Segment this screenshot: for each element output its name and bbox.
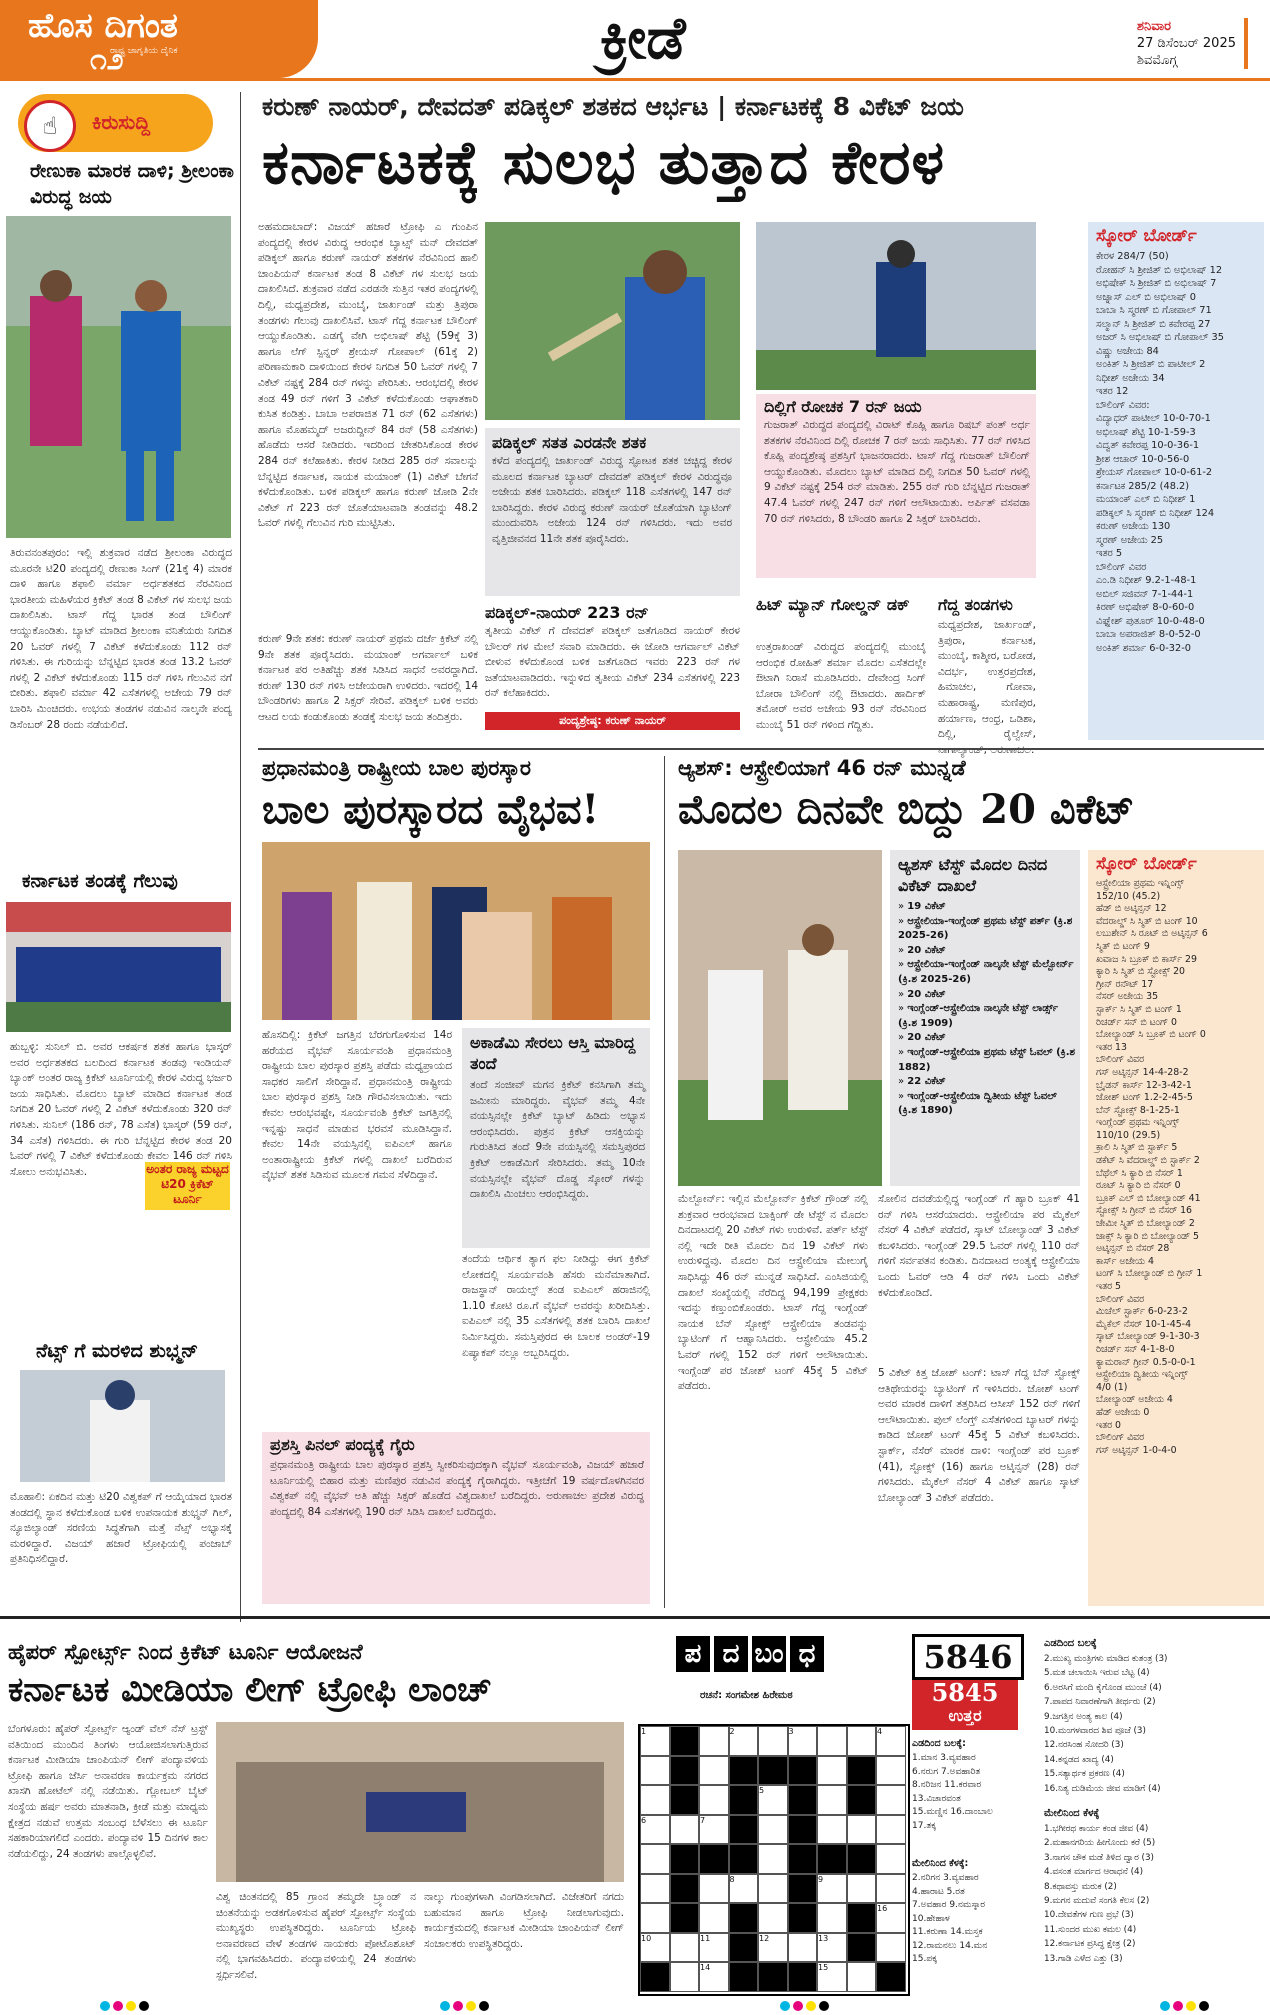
crossword-cell: [670, 1903, 700, 1933]
page-number: ೧೨: [90, 42, 124, 77]
father-body: ತಂದೆ ಸಂಜೀವ್ ಮಗನ ಕ್ರಿಕೆಟ್ ಕನಸಿಗಾಗಿ ತಮ್ಮ ಜಮೀನು ಮಾರಿದ್ದರು. ವೈಭವ್ ತಮ್ಮ 4ನೇ ವಯಸ್ಸಿನಲ್ಲೇ ಕ್ರಿಕೆಟ್ ಬ್ಯಾಟ್ ಹಿಡಿದು ಅಭ್ಯಾಸ ಆರಂಭಿಸಿದರು. ಪುತ್ರನ ಕ್ರಿಕೆಟ್ ಆಸಕ್ತಿಯನ್ನು ಗುರುತಿಸಿದ ತಂದೆ 9ನೇ ವಯಸ್ಸಿನಲ್ಲಿ ಸಮಸ್ತಿಪುರದ ಕ್ರಿಕೆಟ್ ಅಕಾಡೆಮಿಗೆ ಸೇರಿಸಿದರು. ತಮ್ಮ 10ನೇ ವಯಸ್ಸಿನಲ್ಲೇ ವೈಭವ್ ದೊಡ್ಡ ಸ್ಕೋರ್ ಗಳನ್ನು ದಾಖಲಿಸಿ ಮಿಂಚಲು ಆರಂಭಿಸಿದ್ದರು.: [470, 1079, 645, 1201]
crossword-cell: 6: [640, 1815, 670, 1845]
crossword-cell: [876, 1785, 906, 1815]
crossword-cell: [670, 1785, 700, 1815]
crossword-cell: 2: [729, 1726, 759, 1756]
crossword-cell: [758, 1903, 788, 1933]
media-body-2: ವಿಶ್ವ ಚಿಂತನದಲ್ಲಿ 85 ಗ್ರಾಂನ ತಮ್ಮದೇ ಬ್ರ್ಯಾಂಡ್ ನ ಚಿಂತನೆಯನ್ನು ಅಡಕಗೊಳಿಸುವ ಹೈಪರ್ ಸ್ಪೋರ್ಟ್ಸ್ ಸಂಸ್ಥೆಯ ಮುಖ್ಯಸ್ಥರು ಉಪಸ್ಥಿತರಿದ್ದರು. ಟೂರ್ನಿಯ ಟ್ರೋಫಿ ಅನಾವರಣದ ವೇಳೆ ತಂಡಗಳ ನಾಯಕರು ಪೋಟೊಶೂಟ್ ನಲ್ಲಿ ಭಾಗವಹಿಸಿದರು. ಪಂದ್ಯಾವಳಿಯಲ್ಲಿ 24 ತಂಡಗಳು ಸ್ಪರ್ಧಿಸಲಿವೆ.: [216, 1891, 416, 1981]
scorecard-ashes-title: ಸ್ಕೋರ್ ಬೋರ್ಡ್: [1096, 854, 1197, 874]
puzzle-title: [676, 1636, 828, 1672]
karun-ninth-century: ಕರುಣ್ 9ನೇ ಶತಕ: ಕರುಣ್ ನಾಯರ್ ಪ್ರಥಮ ದರ್ಜೆ ಕ್ರಿಕೆಟ್ ನಲ್ಲಿ 9ನೇ ಶತಕ ಪೂರೈಸಿದರು. ಮಯಾಂಕ್ ಅಗರ್ವಾಲ್ ಬಳಿಕ ಕರ್ನಾಟಕ ಪರ ಅತಿಹೆಚ್ಚು ಶತಕ ಸಿಡಿಸಿದ ಸಾಧನೆ ಅವರದ್ದಾಗಿದೆ. ಕರುಣ್ 130 ರನ್ ಗಳಿಸಿ ಅಜೇಯರಾಗಿ ಉಳಿದರು. ಇದರಲ್ಲಿ 14 ಬೌಂಡರಿಗಳು ಹಾಗೂ 2 ಸಿಕ್ಸರ್ ಸೇರಿವೆ. ಪಡಿಕ್ಕಲ್ ಬಳಿಕ ಅವರು ಆಟದ ಲಯ ಕಂಡುಕೊಂಡು ತಂಡಕ್ಕೆ ಸುಲಭ ಜಯ ತಂದಿತ್ತರು.: [258, 633, 478, 723]
delhi-headline: ದಿಲ್ಲಿಗೆ ರೋಚಕ 7 ರನ್ ಜಯ: [764, 397, 922, 416]
crossword-cell: 14: [699, 1962, 729, 1992]
print-marks: [100, 1996, 152, 2015]
delhi-body: ಗುಜರಾತ್ ವಿರುದ್ಧದ ಪಂದ್ಯದಲ್ಲಿ ವಿರಾಟ್ ಕೊಹ್ಲಿ ಹಾಗೂ ರಿಷಬ್ ಪಂತ್ ಅರ್ಧ ಶತಕಗಳ ನೆರವಿನಿಂದ ದಿಲ್ಲಿ ರೋಚಕ 7 ರನ್ ಜಯ ಸಾಧಿಸಿತು. 77 ರನ್ ಗಳಿಸಿದ ಕೊಹ್ಲಿ ಪಂದ್ಯಶ್ರೇಷ್ಠ ಪ್ರಶಸ್ತಿಗೆ ಭಾಜನರಾದರು. ಟಾಸ್ ಗೆದ್ದ ಗುಜರಾತ್ ಬೌಲಿಂಗ್ ಆಯ್ದುಕೊಂಡಿತು. ಮೊದಲು ಬ್ಯಾಟ್ ಮಾಡಿದ ದಿಲ್ಲಿ ನಿಗದಿತ 50 ಓವರ್ ಗಳಲ್ಲಿ 9 ವಿಕೆಟ್ ನಷ್ಟಕ್ಕೆ 254 ರನ್ ಮಾಡಿತು. 255 ರನ್ ಗುರಿ ಬೆನ್ನಟ್ಟಿದ ಗುಜರಾತ್ 47.4 ಓವರ್ ಗಳಲ್ಲಿ 247 ರನ್ ಗಳಿಗೆ ಆಲೌಟಾಯಿತು. ಅರ್ಪಿತ್ ವಸವಡಾ 70 ರನ್ ಗಳಿಸಿದರು, 8 ಬೌಂಡರಿ ಹಾಗೂ 2 ಸಿಕ್ಸರ್ ಬಾರಿಸಿದರು.: [764, 419, 1030, 525]
award-body-2: ತಂದೆಯ ಆರ್ಥಿಕ ತ್ಯಾಗ ಫಲ ನೀಡಿದ್ದು ಈಗ ಕ್ರಿಕೆಟ್ ಲೋಕದಲ್ಲಿ ಸೂರ್ಯವಂಶಿ ಹೆಸರು ಮನೆಮಾತಾಗಿದೆ. ರಾಜಸ್ಥಾನ್ ರಾಯಲ್ಸ್ ತಂಡ ಐಪಿಎಲ್ ಹರಾಜಿನಲ್ಲಿ 1.10 ಕೋಟಿ ರೂ.ಗೆ ವೈಭವ್ ಅವರನ್ನು ಖರೀದಿಸಿತ್ತು. ಐಪಿಎಲ್ ನಲ್ಲಿ 35 ಎಸೆತಗಳಲ್ಲಿ ಶತಕ ಬಾರಿಸಿ ದಾಖಲೆ ನಿರ್ಮಿಸಿದ್ದರು. ಸಮಸ್ತಿಪುರದ ಈ ಬಾಲಕ ಅಂಡರ್-19 ಏಷ್ಯಾಕಪ್ ನಲ್ಲೂ ಅಬ್ಬರಿಸಿದ್ದರು.: [462, 1253, 650, 1359]
ashes-kicker: ಆ್ಯಶಸ್: ಆಸ್ಟ್ರೇಲಿಯಾಗೆ 46 ರನ್ ಮುನ್ನಡೆ: [678, 756, 966, 780]
ashes-body-3: 5 ವಿಕೆಟ್ ಕಿತ್ತ ಜೋಶ್ ಟಂಗ್: ಟಾಸ್ ಗೆದ್ದ ಬೆನ್ ಸ್ಟೋಕ್ಸ್ ಆತಿಥೇಯರನ್ನು ಬ್ಯಾಟಿಂಗ್ ಗೆ ಇಳಿಸಿದರು. ಜೋಶ್ ಟಂಗ್ ಅವರ ಮಾರಕ ದಾಳಿಗೆ ತತ್ತರಿಸಿದ ಆಸೀಸ್ 152 ರನ್ ಗಳಿಗೆ ಆಲೌಟಾಯಿತು. ಪುಲ್ ಲೆಂಗ್ತ್ ಎಸೆತಗಳಿಂದ ಬ್ಯಾಟರ್ ಗಳನ್ನು ಕಾಡಿದ ಜೋಶ್ ಟಂಗ್ 45ಕ್ಕೆ 5 ವಿಕೆಟ್ ಕಬಳಿಸಿದರು. ಸ್ಟಾರ್ಕ್, ನೆಸೆರ್ ಮಾರಕ ದಾಳಿ: ಇಂಗ್ಲೆಂಡ್ ಪರ ಬ್ರೂಕ್ (41), ಸ್ಟೋಕ್ಸ್ (16) ಹಾಗೂ ಅಟ್ಕಿನ್ಸನ್ (28) ರನ್ ಗಳಿಸಿದರು. ಮೈಕೆಲ್ ನೆಸರ್ 4 ವಿಕೆಟ್ ಹಾಗೂ ಸ್ಕಾಟ್ ಬೋಲ್ಯಾಂಡ್ 3 ವಿಕೆಟ್ ಪಡೆದರು.: [878, 1367, 1080, 1504]
crossword-cell: [729, 1815, 759, 1845]
crossword-cell: [670, 1962, 700, 1992]
crossword-cell: [847, 1962, 877, 1992]
crossword-cell: [788, 1933, 818, 1963]
crossword-cell: 3: [788, 1726, 818, 1756]
newspaper-logo: ಹೊಸ ದಿಗಂತ: [28, 6, 178, 46]
team-photo-art: [6, 902, 231, 1032]
clues-across-title: ಎಡದಿಂದ ಬಲಕ್ಕೆ: [1044, 1638, 1097, 1649]
crossword-cell: [847, 1844, 877, 1874]
crossword-cell: [670, 1844, 700, 1874]
prize-headline: ಪ್ರಶಸ್ತಿ ಪಿನಲ್ ಪಂದ್ಯಕ್ಕೆ ಗೈರು: [270, 1435, 415, 1454]
father-headline: ಅಕಾಡೆಮಿ ಸೇರಲು ಆಸ್ತಿ ಮಾರಿದ್ದ ತಂದೆ: [470, 1033, 636, 1073]
crossword-cell: [847, 1756, 877, 1786]
lead-kicker: ಕರುಣ್ ನಾಯರ್, ದೇವದತ್ ಪಡಿಕ್ಕಲ್ ಶತಕದ ಆರ್ಭಟ | ಕರ್ನಾಟಕಕ್ಕೆ 8 ವಿಕೆಟ್ ಜಯ: [262, 92, 964, 121]
puzzle-letter: ಪ: [676, 1636, 710, 1672]
crossword-cell: [699, 1874, 729, 1904]
crossword-cell: 1: [640, 1726, 670, 1756]
crossword-cell: [729, 1933, 759, 1963]
answer-label: ಉತ್ತರ: [948, 1706, 982, 1725]
crossword-cell: [847, 1903, 877, 1933]
photo-caption: ಪಂದ್ಯಶ್ರೇಷ್ಠ: ಕರುಣ್ ನಾಯರ್: [485, 712, 740, 730]
crossword-cell: [640, 1785, 670, 1815]
crossword-cell: [729, 1962, 759, 1992]
padikkal-headline: ಪಡಿಕ್ಕಲ್ ಸತತ ಎರಡನೇ ಶತಕ: [492, 433, 647, 452]
scorecard-title: ಸ್ಕೋರ್ ಬೋರ್ಡ್: [1096, 226, 1197, 246]
karnataka-win-headline: ಕರ್ನಾಟಕ ತಂಡಕ್ಕೆ ಗೆಲುವು: [22, 870, 178, 892]
crossword-cell: [817, 1785, 847, 1815]
media-photo: [216, 1722, 624, 1882]
lead-body: ಅಹಮದಾಬಾದ್: ವಿಜಯ್ ಹಜಾರೆ ಟ್ರೋಫಿ ಎ ಗುಂಪಿನ ಪಂದ್ಯದಲ್ಲಿ ಕೇರಳ ವಿರುದ್ಧ ಆರಂಭಿಕ ಬ್ಯಾಟ್ಸ್ ಮನ್ ದೇವದತ್ ಪಡಿಕ್ಕಲ್ ಹಾಗೂ ಕರುಣ್ ನಾಯರ್ ಶತಕಗಳ ನೆರವಿನಿಂದ ಹಾಲಿ ಚಾಂಪಿಯನ್ ಕರ್ನಾಟಕ ತಂಡ 8 ವಿಕೆಟ್ ಗಳ ಸುಲಭ ಜಯ ದಾಖಲಿಸಿದೆ. ಶುಕ್ರವಾರ ನಡೆದ ಎರಡನೇ ಸುತ್ತಿನ ಇತರ ಪಂದ್ಯಗಳಲ್ಲಿ ದಿಲ್ಲಿ, ಮಧ್ಯಪ್ರದೇಶ, ಮುಂಬೈ, ಜಾರ್ಖಂಡ್ ಮತ್ತು ತ್ರಿಪುರಾ ತಂಡಗಳು ಗೆಲುವು ದಾಖಲಿಸಿವೆ. ಟಾಸ್ ಗೆದ್ದ ಕರ್ನಾಟಕ ಬೌಲಿಂಗ್ ಆಯ್ದುಕೊಂಡಿತು. ಎಡಗೈ ವೇಗಿ ಅಭಿಲಾಷ್ ಶೆಟ್ಟಿ (59ಕ್ಕೆ 3) ಹಾಗೂ ಲೆಗ್ ಸ್ಪಿನ್ನರ್ ಶ್ರೇಯಸ್ ಗೋಪಾಲ್ (61ಕ್ಕೆ 2) ಪರಿಣಾಮಕಾರಿ ದಾಳಿಯಿಂದ ಕೇರಳ ನಿಗದಿತ 50 ಓವರ್ ಗಳಲ್ಲಿ 7 ವಿಕೆಟ್ ನಷ್ಟಕ್ಕೆ 284 ರನ್ ಗಳನ್ನು ಪೇರಿಸಿತು. ಆರಂಭದಲ್ಲಿ ಕೇರಳ ತಂಡ 49 ರನ್ ಗಳಿಗೆ 3 ವಿಕೆಟ್ ಕಳೆದುಕೊಂಡು ಆಘಾತಕಾರಿ ಕುಸಿತ ಕಂಡಿತ್ತು. ಬಾಬಾ ಅಪರಾಜಿತ 71 ರನ್ (62 ಎಸೆತಗಳು) ಹಾಗೂ ಮೊಹಮ್ಮದ್ ಅಜರುದ್ದೀನ್ 84 ರನ್ (58 ಎಸೆತಗಳು) ಹೊಡೆದು ಆಸರೆ ನೀಡಿದರು. ಇದರಿಂದ ಚೇತರಿಸಿಕೊಂಡ ಕೇರಳ 284 ರನ್ ಕಲೆಹಾಕಿತು. ಕೇರಳ ನೀಡಿದ 285 ರನ್ ಸವಾಲನ್ನು ಬೆನ್ನಟ್ಟಿದ ಕರ್ನಾಟಕ, ನಾಯಕ ಮಯಾಂಕ್ (1) ವಿಕೆಟ್ ಬೇಗನೆ ಕಳೆದುಕೊಂಡಿತು. ಬಳಿಕ ಪಡಿಕ್ಕಲ್ ಹಾಗೂ ಕರುಣ್ ಜೋಡಿ 2ನೇ ವಿಕೆಟ್ ಗೆ 223 ರನ್ ಜೊತೆಯಾಟವಾಡಿ ತಂಡವನ್ನು 48.2 ಓವರ್ ಗಳಲ್ಲಿ ಗೆಲುವಿನ ಗುರಿ ಮುಟ್ಟಿಸಿತು.: [258, 221, 478, 530]
crossword-cell: [817, 1903, 847, 1933]
crossword-cell: 15: [817, 1962, 847, 1992]
shubman-headline: ನೆಟ್ಸ್ ಗೆ ಮರಳಿದ ಶುಭ್ಮನ್: [36, 1340, 199, 1362]
ashes-body: ಮೆಲ್ಬೋರ್ನ್: ಇಲ್ಲಿನ ಮೆಲ್ಬೋರ್ನ್ ಕ್ರಿಕೆಟ್ ಗ್ರೌಂಡ್ ನಲ್ಲಿ ಶುಕ್ರವಾರ ಆರಂಭವಾದ ಬಾಕ್ಸಿಂಗ್ ಡೇ ಟೆಸ್ಟ್ ನ ಮೊದಲ ದಿನದಾಟದಲ್ಲಿ 20 ವಿಕೆಟ್ ಗಳು ಉರುಳಿವೆ. ಪರ್ತ್ ಟೆಸ್ಟ್ ನಲ್ಲಿ ಇದೇ ರೀತಿ ಮೊದಲ ದಿನ 19 ವಿಕೆಟ್ ಗಳು ಉರುಳಿದ್ದವು. ಮೊದಲ ದಿನ ಆಸ್ಟ್ರೇಲಿಯಾ ಮೇಲುಗೈ ಸಾಧಿಸಿದ್ದು 46 ರನ್ ಮುನ್ನಡೆ ಸಾಧಿಸಿದೆ. ಎಂಸಿಜಿಯಲ್ಲಿ ದಾಖಲೆ ಸಂಖ್ಯೆಯಲ್ಲಿ ನೆರೆದಿದ್ದ 94,199 ಪ್ರೇಕ್ಷಕರು ಇದನ್ನು ಕಣ್ತುಂಬಿಕೊಂಡರು. ಟಾಸ್ ಗೆದ್ದ ಇಂಗ್ಲೆಂಡ್ ನಾಯಕ ಬೆನ್ ಸ್ಟೋಕ್ಸ್ ಆಸ್ಟ್ರೇಲಿಯಾ ತಂಡವನ್ನು ಬ್ಯಾಟಿಂಗ್ ಗೆ ಆಹ್ವಾನಿಸಿದರು. ಆಸ್ಟ್ರೇಲಿಯಾ 45.2 ಓವರ್ ಗಳಲ್ಲಿ 152 ರನ್ ಗಳಿಗೆ ಆಲೌಟಾಯಿತು. ಇಂಗ್ಲೆಂಡ್ ಪರ ಜೋಶ್ ಟಂಗ್ 45ಕ್ಕೆ 5 ವಿಕೆಟ್ ಪಡೆದರು.: [678, 1193, 868, 1393]
crossword-cell: [670, 1874, 700, 1904]
award-photo: [262, 842, 650, 1020]
crossword-cell: 10: [640, 1933, 670, 1963]
record-item: » ಆಸ್ಟ್ರೇಲಿಯಾ-ಇಂಗ್ಲೆಂಡ್ ಪ್ರಥಮ ಟೆಸ್ಟ್ ಪರ್ತ್ (ಕ್ರಿ.ಶ 2025-26): [898, 915, 1073, 942]
media-headline: ಕರ್ನಾಟಕ ಮೀಡಿಯಾ ಲೀಗ್ ಟ್ರೋಫಿ ಲಾಂಚ್: [8, 1670, 492, 1710]
lead-headline: ಕರ್ನಾಟಕಕ್ಕೆ ಸುಲಭ ತುತ್ತಾದ ಕೇರಳ: [262, 128, 946, 198]
hitman-body: ಉತ್ತರಾಖಂಡ್ ವಿರುದ್ಧದ ಪಂದ್ಯದಲ್ಲಿ ಮುಂಬೈ ಆರಂಭಿಕ ರೋಹಿತ್ ಶರ್ಮಾ ಮೊದಲ ಎಸೆತದಲ್ಲೇ ಔಟಾಗಿ ನಿರಾಸೆ ಮೂಡಿಸಿದರು. ದೇವೇಂದ್ರ ಸಿಂಗ್ ಬೋರಾ ಬೌಲಿಂಗ್ ನಲ್ಲಿ ಔಟಾದರು. ಹಾರ್ದಿಕ್ ತಮೋರ್ ಅವರ ಅಜೇಯ 93 ರನ್ ನೆರವಿನಿಂದ ಮುಂಬೈ 51 ರನ್ ಗಳಿಂದ ಗೆದ್ದಿತು.: [756, 641, 926, 731]
team-photo: [6, 902, 231, 1032]
crossword-cell: [699, 1726, 729, 1756]
record-item: » 20 ವಿಕೆಟ್: [898, 1032, 946, 1044]
print-marks: [1160, 1996, 1212, 2015]
crossword-cell: [817, 1844, 847, 1874]
crossword-cell: [788, 1756, 818, 1786]
crossword-cell: [640, 1756, 670, 1786]
column-rule: [240, 92, 241, 1622]
date: 27 ಡಿಸೆಂಬರ್ 2025: [1136, 36, 1236, 51]
renuka-photo-art: [6, 216, 231, 538]
crossword-cell: [729, 1785, 759, 1815]
crossword-cell: [758, 1815, 788, 1845]
crossword-cell: [729, 1756, 759, 1786]
answer-across: 1.ಮಾನ 3.ವ್ಯವಹಾರ 6.ನರುಗ 7.ಅವಹಾರಿತ 8.ನರಿಜನ 11.ಕರವಾರ 13.ವಿಚಾರವಂತ 15.ಮಣ್ಣಿನ 16.ದಾಂಬಾಲ 17.ತಕ್ಕ: [912, 1753, 993, 1831]
karnataka-win-body: ಹುಬ್ಬಳ್ಳಿ: ಸುನಿಲ್ ಬಿ. ಅವರ ಆಕರ್ಷಕ ಶತಕ ಹಾಗೂ ಭಾಸ್ಕರ್ ಅವರ ಅರ್ಧಶತಕದ ಬಲದಿಂದ ಕರ್ನಾಟಕ ತಂಡವು ಇಂಡಿಯನ್ ಬ್ಯಾಂಕ್ ಅಂತರ ರಾಜ್ಯ ಕ್ರಿಕೆಟ್ ಟೂರ್ನಿಯಲ್ಲಿ ಕೇರಳ ವಿರುದ್ಧ ಭರ್ಜರಿ ಜಯ ಸಾಧಿಸಿತು. ಮೊದಲು ಬ್ಯಾಟ್ ಮಾಡಿದ ಕರ್ನಾಟಕ ತಂಡ ನಿಗದಿತ 20 ಓವರ್ ಗಳಲ್ಲಿ 2 ವಿಕೆಟ್ ಕಳೆದುಕೊಂಡು 320 ರನ್ ಗಳಿಸಿತು. ಸುನಿಲ್ (186 ರನ್, 78 ಎಸೆತ) ಭಾಸ್ಕರ್ (59 ರನ್, 34 ಎಸೆತ) ಗಳಿಸಿದರು. ಈ ಗುರಿ ಬೆನ್ನಟ್ಟಿದ ಕೇರಳ ತಂಡ 20 ಓವರ್ ಗಳಲ್ಲಿ 7 ವಿಕೆಟ್ ಕಳೆದುಕೊಂಡು ಕೇವಲ 146 ರನ್ ಗಳಿಸಿ ಸೋಲು ಅನುಭವಿಸಿತು.: [10, 1041, 232, 1178]
crossword-cell: [817, 1726, 847, 1756]
scorecard-body: ಕೇರಳ 284/7 (50) ರೋಹನ್ ಸಿ ಶ್ರೀಜಿತ್ ಬಿ ಅಭಿಲಾಷ್ 12 ಅಭಿಷೇಕ್ ಸಿ ಶ್ರೀಜಿತ್ ಬಿ ಅಭಿಲಾಷ್ 7 ಅಜ್ನಾಸ್ ಎಲ್ ಬಿ ಅಭಿಲಾಷ್ 0 ಬಾಬಾ ಸಿ ಸ್ಮರಣ್ ಬಿ ಗೋಪಾಲ್ 71 ಸಲ್ಮಾನ್ ಸಿ ಶ್ರೀಜಿತ್ ಬಿ ಕವೇರಪ್ಪ 27 ಅಜರ್ ಸಿ ಅಭಿಲಾಷ್ ಬಿ ಗೋಪಾಲ್ 35 ವಿಷ್ಣು ಅಜೇಯ 84 ಅಂಕಿತ್ ಸಿ ಶ್ರೀಜಿತ್ ಬಿ ಪಾಟೀಲ್ 2 ನಿಧೀಶ್ ಅಜೇಯ 34 ಇತರ 12 ಬೌಲಿಂಗ್ ವಿವರ: ವಿದ್ಯಾಧರ್ ಪಾಟೀಲ್ 10-0-70-1 ಅಭಿಲಾಷ್ ಶೆಟ್ಟಿ 10-1-59-3 ವಿದ್ವತ್ ಕವೇರಪ್ಪ 10-0-36-1 ಶ್ರೀಶ ಆಚಾರ್ 10-0-56-0 ಶ್ರೇಯಸ್ ಗೋಪಾಲ್ 10-0-61-2 ಕರ್ನಾಟಕ 285/2 (48.2) ಮಯಾಂಕ್ ಎಲ್ ಬಿ ನಿಧೀಶ್ 1 ಪಡಿಕ್ಕಲ್ ಸಿ ಸ್ಮರಣ್ ಬಿ ನಿಧೀಶ್ 124 ಕರುಣ್ ಅಜೇಯ 130 ಸ್ಮರಣ್ ಅಜೇಯ 25 ಇತರ 5 ಬೌಲಿಂಗ್ ವಿವರ ಎಂ.ಡಿ ನಿಧೀಶ್ 9.2-1-48-1 ಅಬಿಲ್ ಸಜಿವನ್ 7-1-44-1 ಕಿರಣ್ ಅಭಿಷೇಕ್ 8-0-60-0 ವಿಘ್ನೇಶ್ ಪುತೂರ್ 10-0-48-0 ಬಾಬಾ ಅಪರಾಜಿತ್ 8-0-52-0 ಅಂಕಿತ್ ಶರ್ಮಾ 6-0-32-0: [1096, 251, 1224, 654]
karun-photo-art: [485, 222, 740, 420]
award-body: ಹೊಸದಿಲ್ಲಿ: ಕ್ರಿಕೆಟ್ ಜಗತ್ತಿನ ಬೆರಗುಗೊಳಿಸುವ 14ರ ಹರೆಯದ ವೈಭವ್ ಸೂರ್ಯವಂಶಿ ಪ್ರಧಾನಮಂತ್ರಿ ರಾಷ್ಟ್ರೀಯ ಬಾಲ ಪುರಸ್ಕಾರ ಪ್ರಶಸ್ತಿ ಪಡೆದು ಮಧ್ಯಪ್ರಾಯದ ಸಾಧಕರ ಸಾಲಿಗೆ ಸೇರಿದ್ದಾನೆ. ಪ್ರಧಾನಮಂತ್ರಿ ರಾಷ್ಟ್ರೀಯ ಬಾಲ ಪುರಸ್ಕಾರ ಪ್ರಶಸ್ತಿ ನೀಡಿ ಗೌರವಿಸಲಾಯಿತು. ಇದು ಕೇವಲ ಆರಂಭವಷ್ಟೇ, ಸೂರ್ಯವಂಶಿ ಕ್ರಿಕೆಟ್ ಜಗತ್ತಿನಲ್ಲಿ ಇನ್ನಷ್ಟು ಸಾಧನೆ ಮಾಡುವ ಭರವಸೆ ಮೂಡಿಸಿದ್ದಾನೆ. ಕೇವಲ 14ನೇ ವಯಸ್ಸಿನಲ್ಲಿ ಐಪಿಎಲ್ ಹಾಗೂ ಅಂತಾರಾಷ್ಟ್ರೀಯ ಕ್ರಿಕೆಟ್ ಗಳಲ್ಲಿ ದಾಖಲೆ ಬರೆದಿರುವ ವೈಭವ್ ಶತಕ ಸಿಡಿಸುವ ಮೂಲಕ ಗಮನ ಸೆಳೆದಿದ್ದಾನೆ.: [262, 1029, 452, 1182]
crossword-cell: [876, 1815, 906, 1845]
media-kicker: ಹೈಪರ್ ಸ್ಪೋರ್ಟ್ಸ್ ನಿಂದ ಕ್ರಿಕೆಟ್ ಟೂರ್ನಿ ಆಯೋಜನೆ: [8, 1640, 363, 1664]
crossword-cell: [699, 1785, 729, 1815]
crossword-cell: [670, 1726, 700, 1756]
crossword-cell: [876, 1844, 906, 1874]
puzzle-setter: ರಚನೆ: ಸಂಗಮೇಶ ಹಿರೇಮಠ: [700, 1690, 793, 1701]
partnership-body: ತೃತೀಯ ವಿಕೆಟ್ ಗೆ ದೇವದತ್ ಪಡಿಕ್ಕಲ್ ಜತೆಗೂಡಿದ ನಾಯರ್ ಕೇರಳ ಬೌಲರ್ ಗಳ ಮೇಲೆ ಸವಾರಿ ಮಾಡಿದರು. ಈ ಜೋಡಿ ಆಗರ್ವಾಲ್ ವಿಕೆಟ್ ಬೀಳುವ ಕಳೆದುಕೊಂಡ ಬಳಿಕ ಜತೆಗೂಡಿದ ಇವರು 223 ರನ್ ಗಳ ಜತೆಯಾಟವಾಡಿದರು. ಇನ್ನುಳಿದ ತೃತೀಯ ವಿಕೆಟ್ 234 ಎಸೆತಗಳಲ್ಲಿ 223 ರನ್ ಕಲೆಹಾಕಿದರು.: [485, 625, 740, 700]
record-item: » 20 ವಿಕೆಟ್: [898, 944, 946, 956]
shubman-body: ಮೊಹಾಲಿ: ಏಕದಿನ ಮತ್ತು ಟಿ20 ವಿಶ್ವಕಪ್ ಗೆ ಆಯ್ಕೆಯಾದ ಭಾರತ ತಂಡದಲ್ಲಿ ಸ್ಥಾನ ಕಳೆದುಕೊಂಡ ಬಳಿಕ ಉಪನಾಯಕ ಶುಭ್ಮನ್ ಗಿಲ್, ನ್ಯೂಜಿಲ್ಯಾಂಡ್ ಸರಣಿಯ ಸಿದ್ಧತೆಗಾಗಿ ಮತ್ತೆ ನೆಟ್ಸ್ ಅಭ್ಯಾಸಕ್ಕೆ ಮರಳಿದ್ದಾರೆ. ವಿಜಯ್ ಹಜಾರೆ ಟ್ರೋಫಿಯಲ್ಲಿ ಪಂಜಾಬ್ ಪ್ರತಿನಿಧಿಸಲಿದ್ದಾರೆ.: [10, 1491, 232, 1566]
media-photo-art: [216, 1722, 624, 1882]
section-rule: [258, 748, 1264, 750]
crossword-grid: [638, 1724, 910, 1996]
puzzle-letter: ಧ: [790, 1636, 824, 1672]
padikkal-body: ಕಳೆದ ಪಂದ್ಯದಲ್ಲಿ ಜಾರ್ಖಂಡ್ ವಿರುದ್ಧ ಸ್ಫೋಟಕ ಶತಕ ಚಚ್ಚಿದ್ದ ಕೇರಳ ಮೂಲದ ಕರ್ನಾಟಕ ಬ್ಯಾಟರ್ ದೇವದತ್ ಪಡಿಕ್ಕಲ್ ಕೇರಳ ವಿರುದ್ಧವೂ ಅಜೇಯ ಶತಕ ಬಾರಿಸಿದರು. ಪಡಿಕ್ಕಲ್ 118 ಎಸೆತಗಳಲ್ಲಿ 147 ರನ್ ಬಾರಿಸಿದ್ದರು. ಕೇರಳ ವಿರುದ್ಧ ಕರುಣ್ ನಾಯರ್ ಜೊತೆಯಾಗಿ ಬ್ಯಾಟಿಂಗ್ ಮುಂದುವರಿಸಿ ಅಜೇಯ 124 ರನ್ ಗಳಿಸಿದರು. ಇದು ಅವರ ವೃತ್ತಿಜೀವನದ 11ನೇ ಶತಕ ಪೂರೈಸಿದರು.: [492, 455, 732, 545]
shubman-photo: [20, 1370, 225, 1482]
crossword-cell: 7: [699, 1815, 729, 1845]
section-title: ಕ್ರೀಡೆ: [600, 4, 686, 72]
crossword-cell: [847, 1785, 877, 1815]
record-item: » 22 ವಿಕೆಟ್: [898, 1076, 946, 1088]
weekday: ಶನಿವಾರ: [1136, 19, 1172, 34]
renuka-photo: [6, 216, 231, 538]
puzzle-letter: ಬಂ: [752, 1636, 786, 1672]
crossword-cell: 5: [758, 1785, 788, 1815]
clues-across: 2.ಮುಖ್ಯ ಮಂತ್ರಿಗಳು ಮಾಡಿದ ಕುತಂತ್ರ (3) 5.ಮತ ಚಲಾಯಿಸಿ ಇರುವ ಬೆಟ್ಟ (4) 6.ಅರಸಿಗೆ ಮಂದಿ ಕೈಗೊಂಡ ಮುಂಚೆ (4) 7.ಪಾಪದ ನಿವಾರಣೆಗಾಗಿ ತೀರ್ಥರು (2) 9.ಜಗತ್ತಿನ ಅಂತ್ಯ ಕಾಲ (4) 10.ಮಂಗಳವಾರದ ಶಿವ ಪೂಜೆ (3) 12.ನರಸಿಂಹ ಸೋದರಿ (3) 14.ಕನ್ನಡದ ಖಾದ್ಯ (4) 15.ಸತ್ಯಾರ್ಥಕ ಪ್ರಕರಣ (4) 16.ನಿತ್ಯ ದುಡಿಮೆಯ ಜೀವ ಮಾಡಿಗೆ (4): [1044, 1654, 1168, 1794]
media-body: ಬೆಂಗಳೂರು: ಹೈಪರ್ ಸ್ಪೋರ್ಟ್ಸ್ ಆ್ಯಂಡ್ ವೆಲ್ ನೆಸ್ ಟ್ರಸ್ಟ್ ವತಿಯಿಂದ ಮುಂದಿನ ತಿಂಗಳು ಆಯೋಜಿಸಲಾಗುತ್ತಿರುವ ಕರ್ನಾಟಕ ಮೀಡಿಯಾ ಚಾಂಪಿಯನ್ ಲೀಗ್ ಪಂದ್ಯಾವಳಿಯ ಟ್ರೋಫಿ ಹಾಗೂ ಜೆರ್ಸಿ ಅನಾವರಣ ಕಾರ್ಯಕ್ರಮ ನಗರದ ಖಾಸಗಿ ಹೋಟೆಲ್ ನಲ್ಲಿ ನಡೆಯಿತು. ಗ್ಲೋಬಲ್ ಬೈಟ್ ಸಂಸ್ಥೆಯ ಹರ್ಷ ಅವರು ಮಾತನಾಡಿ, ಕ್ರೀಡೆ ಮತ್ತು ಮಾಧ್ಯಮ ಕ್ಷೇತ್ರದ ನಡುವೆ ಉತ್ತಮ ಸಂಬಂಧ ಬೆಳೆಸಲು ಈ ಟೂರ್ನಿ ಸಹಕಾರಿಯಾಗಲಿದೆ ಎಂದರು. ಪಂದ್ಯಾವಳಿ 15 ದಿನಗಳ ಕಾಲ ನಡೆಯಲಿದ್ದು, 24 ತಂಡಗಳು ಪಾಲ್ಗೊಳ್ಳಲಿವೆ.: [8, 1723, 208, 1860]
logo-tagline: ರಾಷ್ಟ್ರ ಜಾಗೃತಿಯ ದೈನಿಕ: [110, 46, 178, 56]
crossword-cell: [788, 1785, 818, 1815]
winners-body: ಮಧ್ಯಪ್ರದೇಶ, ಜಾರ್ಖಂಡ್, ತ್ರಿಪುರಾ, ಕರ್ನಾಟಕ, ಮುಂಬೈ, ಕಾಶ್ಮೀರ, ಬರೋಡ, ವಿದರ್ಭ, ಉತ್ತರಪ್ರದೇಶ, ಹಿಮಾಚಲ, ಗೋವಾ, ಮಹಾರಾಷ್ಟ್ರ, ಮಣಿಪುರ, ಹರ್ಯಾಣ, ಆಂಧ್ರ, ಒಡಿಶಾ, ದಿಲ್ಲಿ, ರೈಲ್ವೇಸ್,: [938, 619, 1036, 741]
record-item: » ಇಂಗ್ಲೆಂಡ್-ಆಸ್ಟ್ರೇಲಿಯಾ ನಾಲ್ಕನೇ ಟೆಸ್ಟ್ ಲಾರ್ಡ್ಸ್ (ಕ್ರಿ.ಶ 1909): [898, 1003, 1059, 1029]
column-rule-2: [664, 756, 665, 1608]
crossword-cell: [876, 1933, 906, 1963]
award-kicker: ಪ್ರಧಾನಮಂತ್ರಿ ರಾಷ್ಟ್ರೀಯ ಬಾಲ ಪುರಸ್ಕಾರ: [262, 756, 531, 780]
ashes-headline: ಮೊದಲ ದಿನವೇ ಬಿದ್ದು 20 ವಿಕೆಟ್: [678, 786, 1135, 833]
clues-down: 1.ಭಗೀರಥ ಕಾರ್ಯ ಕಂಡ ಜೀವ (4) 2.ಮಹಾನಗರಿಯ ಹೀಗೊಂದು ಕರೆ (5) 3.ನಾಗಸ ಚೌಕ ಮಡೆ ತಿಳಿದ ದ್ವಾರ (3) 4.ವಸಂತ ಮಾರ್ಗದ ಆರಾಧನೆ (4) 8.ಕಥಾವಸ್ತು ಮರುಕ (2) 9.ಮಗನ ಮದುವೆ ಸಂಗತಿ ಕೆಲಸ (2) 10.ದೇವತೆಗಳ ಗುಣ ಪ್ರಭೆ (3) 11.ಸುಂದರ ಮುಖ ಕಮಲ (4) 12.ಕರ್ನಾಟಕ ಪ್ರಸಿದ್ಧ ಕ್ಷೇತ್ರ (2) 13.ಗಾಡಿ ಎಳೆದ ಎತ್ತು (3): [1044, 1824, 1156, 1964]
bottom-rule: [0, 1616, 1270, 1619]
crossword-cell: [640, 1844, 670, 1874]
crossword-cell: [817, 1815, 847, 1845]
print-marks: [780, 1996, 832, 2015]
award-headline: ಬಾಲ ಪುರಸ್ಕಾರದ ವೈಭವ!: [262, 786, 600, 833]
crossword-cell: [670, 1933, 700, 1963]
winners-headline: ಗೆದ್ದ ತಂಡಗಳು: [938, 595, 1013, 614]
crossword-cell: [729, 1903, 759, 1933]
crossword-cell: 16: [876, 1903, 906, 1933]
crossword-cell: [640, 1874, 670, 1904]
crossword-cell: [758, 1874, 788, 1904]
crossword-cell: [670, 1815, 700, 1845]
ashes-photo: [678, 850, 882, 1186]
crossword-cell: [758, 1844, 788, 1874]
kirusuddi-label: ಕಿರುಸುದ್ದಿ: [92, 110, 151, 134]
crossword-cell: [788, 1844, 818, 1874]
ashes-body-2: ಸೋಲಿನ ದವಡೆಯಲ್ಲಿದ್ದ ಇಂಗ್ಲೆಂಡ್ ಗೆ ಹ್ಯಾರಿ ಬ್ರೂಕ್ 41 ರನ್ ಗಳಿಸಿ ಆಸರೆಯಾದರು. ಆಸ್ಟ್ರೇಲಿಯಾ ಪರ ಮೈಕೆಲ್ ನೆಸರ್ 4 ವಿಕೆಟ್ ಪಡೆದರೆ, ಸ್ಕಾಟ್ ಬೋಲ್ಯಾಂಡ್ 3 ವಿಕೆಟ್ ಕಬಳಿಸಿದರು. ಇಂಗ್ಲೆಂಡ್ 29.5 ಓವರ್ ಗಳಲ್ಲಿ 110 ರನ್ ಗಳಿಗೆ ಸರ್ವಪತನ ಕಂಡಿತು. ದಿನದಾಟದ ಅಂತ್ಯಕ್ಕೆ ಆಸ್ಟ್ರೇಲಿಯಾ ಒಂದು ಓವರ್ ಆಡಿ 4 ರನ್ ಗಳಿಸಿ ಒಂದು ವಿಕೆಟ್ ಕಳೆದುಕೊಂಡಿದೆ.: [878, 1193, 1080, 1299]
crossword-cell: 9: [817, 1874, 847, 1904]
crossword-cell: 11: [699, 1933, 729, 1963]
ashes-record-list: [898, 900, 1076, 1119]
answer-down: 2.ನರಿಗನ 3.ವ್ಯವಹಾರ 4.ಹಾರಾಟ 5.ರತ 7.ಅವಹಾರ 9.ನಮಸ್ಕಾರ 10.ಹೇಹಾಳ 11.ಕರುಣಾ 14.ಮಸ್ತಕ 12.ರಾಮನಲು 14.ಮನ 15.ಪಕ್ಕ: [912, 1873, 988, 1964]
renuka-story-body: ತಿರುವನಂತಪುರಂ: ಇಲ್ಲಿ ಶುಕ್ರವಾರ ನಡೆದ ಶ್ರೀಲಂಕಾ ವಿರುದ್ಧದ ಮೂರನೇ ಟಿ20 ಪಂದ್ಯದಲ್ಲಿ ರೇಣುಕಾ ಸಿಂಗ್ (21ಕ್ಕೆ 4) ಮಾರಕ ದಾಳಿ ಹಾಗೂ ಶಫಾಲಿ ವರ್ಮಾ ಅರ್ಧಶತಕದ ನೆರವಿನಿಂದ ಭಾರತೀಯ ಮಹಿಳೆಯರ ಕ್ರಿಕೆಟ್ ತಂಡ 8 ವಿಕೆಟ್ ಗಳ ಸುಲಭ ಜಯ ದಾಖಲಿಸಿತು. ಟಾಸ್ ಗೆದ್ದ ಭಾರತ ತಂಡ ಬೌಲಿಂಗ್ ಆಯ್ದುಕೊಂಡಿತು. ಬ್ಯಾಟ್ ಮಾಡಿದ ಶ್ರೀಲಂಕಾ ವನಿತೆಯರು ನಿಗದಿತ 20 ಓವರ್ ಗಳಲ್ಲಿ 7 ವಿಕೆಟ್ ಕಳೆದುಕೊಂಡು 112 ರನ್ ಗಳಿಸಿತು. ಈ ಗುರಿಯನ್ನು ಬೆನ್ನಟ್ಟಿದ ಭಾರತ ತಂಡ 13.2 ಓವರ್ ಗಳಲ್ಲಿ 2 ವಿಕೆಟ್ ಕಳೆದುಕೊಂಡು 115 ರನ್ ಗಳಿಸಿ ಗೆಲುವಿನ ನಗೆ ಬೀರಿತು. ಶಫಾಲಿ ವರ್ಮಾ 42 ಎಸೆತಗಳಲ್ಲಿ ಅಜೇಯ 79 ರನ್ ಬಾರಿಸಿ ಮಿಂಚಿದರು. ಉಭಯ ತಂಡಗಳ ನಡುವಿನ ನಾಲ್ಕನೇ ಪಂದ್ಯ ಡಿಸೆಂಬರ್ 28 ರಂದು ನಡೆಯಲಿದೆ.: [10, 547, 232, 731]
crossword-cell: [699, 1756, 729, 1786]
record-item: » ಇಂಗ್ಲೆಂಡ್-ಆಸ್ಟ್ರೇಲಿಯಾ ಪ್ರಥಮ ಟೆಸ್ಟ್ ಓವಲ್ (ಕ್ರಿ.ಶ 1882): [898, 1046, 1076, 1073]
crossword-cell: 12: [758, 1933, 788, 1963]
puzzle-letter: ದ: [714, 1636, 748, 1672]
ashes-record-title: ಆ್ಯಶಸ್ ಟೆಸ್ಟ್ ಮೊದಲ ದಿನದ ವಿಕೆಟ್ ದಾಖಲೆ: [898, 855, 1048, 895]
answer-across-title: ಎಡದಿಂದ ಬಲಕ್ಕೆ:: [912, 1738, 966, 1749]
crossword-cell: [788, 1815, 818, 1845]
crossword-cell: [788, 1874, 818, 1904]
record-item: » ಆಸ್ಟ್ರೇಲಿಯಾ-ಇಂಗ್ಲೆಂಡ್ ನಾಲ್ಕನೇ ಟೆಸ್ಟ್ ಮೆಲ್ಬೋರ್ನ್ (ಕ್ರಿ.ಶ 2025-26): [898, 959, 1074, 985]
crossword-cell: [670, 1756, 700, 1786]
crossword-cell: [640, 1962, 670, 1992]
crossword-cell: 8: [729, 1874, 759, 1904]
crossword-cell: [699, 1844, 729, 1874]
crossword-cell: 4: [876, 1726, 906, 1756]
crossword-cell: [847, 1726, 877, 1756]
crossword-cell: [847, 1815, 877, 1845]
crossword-cell: [729, 1844, 759, 1874]
crossword-cell: [876, 1874, 906, 1904]
partnership-headline: ಪಡಿಕ್ಕಲ್-ನಾಯರ್ 223 ರನ್: [485, 603, 649, 622]
tournament-highlight: ಅಂತರ ರಾಜ್ಯ ಮಟ್ಟದ ಟಿ20 ಕ್ರಿಕೆಟ್ ಟೂರ್ನಿ: [145, 1162, 230, 1210]
print-marks: [440, 1996, 492, 2015]
answer-box: [912, 1680, 1018, 1730]
crossword-cell: [640, 1903, 670, 1933]
answer-number: 5845: [931, 1678, 999, 1707]
crossword-cell: [788, 1962, 818, 1992]
puzzle-number: 5846: [912, 1634, 1024, 1680]
crossword-cell: [788, 1903, 818, 1933]
answer-down-title: ಮೇಲಿನಿಂದ ಕೆಳಕ್ಕೆ:: [912, 1858, 969, 1869]
renuka-headline: ರೇಣುಕಾ ಮಾರಕ ದಾಳಿ; ಶ್ರೀಲಂಕಾ ವಿರುದ್ಧ ಜಯ: [30, 160, 234, 208]
crossword-cell: [758, 1756, 788, 1786]
dateline: [1137, 18, 1248, 69]
city: ಶಿವಮೊಗ್ಗ: [1136, 53, 1178, 68]
scorecard-ashes-body: ಆಸ್ಟ್ರೇಲಿಯಾ ಪ್ರಥಮ ಇನ್ನಿಂಗ್ಸ್ 152/10 (45.2) ಹೆಡ್ ಬಿ ಅಟ್ಕಿನ್ಸನ್ 12 ವೆದರಾಲ್ಡ್ ಸಿ ಸ್ಮಿತ್ ಬಿ ಟಂಗ್ 10 ಲಬುಶೇನ್ ಸಿ ರೂಟ್ ಬಿ ಅಟ್ಕಿನ್ಸನ್ 6 ಸ್ಮಿತ್ ಬಿ ಟಂಗ್ 9 ಖವಾಜ ಸಿ ಬ್ರೂಕ್ ಬಿ ಕಾರ್ಸ್ 29 ಕ್ಯಾರಿ ಸಿ ಸ್ಮಿತ್ ಬಿ ಸ್ಟೋಕ್ಸ್ 20 ಗ್ರೀನ್ ರನೌಟ್ 17 ನೆಸರ್ ಅಜೇಯ 35 ಸ್ಟಾರ್ಕ್ ಸಿ ಸ್ಮಿತ್ ಬಿ ಟಂಗ್ 1 ರಿಚರ್ಡ್ ಸನ್ ಬಿ ಟಂಗ್ 0 ಬೋಲ್ಯಾಂಡ್ ಸಿ ಬ್ರೂಕ್ ಬಿ ಟಂಗ್ 0 ಇತರ 13 ಬೌಲಿಂಗ್ ವಿವರ ಗಸ್ ಅಟ್ಕಿನ್ಸನ್ 14-4-28-2 ಬ್ರೈಡನ್ ಕಾರ್ಸ್ 12-3-42-1 ಜೋಶ್ ಟಂಗ್ 1.2-2-45-5 ಬೆನ್ ಸ್ಟೋಕ್ಸ್ 8-1-25-1 ಇಂಗ್ಲೆಂಡ್ ಪ್ರಥಮ ಇನ್ನಿಂಗ್ಸ್ 110/10 (29.5) ಕ್ರಾಲಿ ಸಿ ಸ್ಮಿತ್ ಬಿ ಸ್ಟಾರ್ಕ್ 5 ಡಕೆಟ್ ಸಿ ವೆದರಾಲ್ಡ್ ಬಿ ಸ್ಟಾರ್ಕ್ 2 ಬೆಥೆಲ್ ಸಿ ಕ್ಯಾರಿ ಬಿ ನೆಸರ್ 1 ರೂಟ್ ಸಿ ಕ್ಯಾರಿ ಬಿ ನೆಸರ್ 0 ಬ್ರೂಕ್ ಎಲ್ ಬಿ ಬೋಲ್ಯಾಂಡ್ 41 ಸ್ಟೋಕ್ಸ್ ಸಿ ಗ್ರೀನ್ ಬಿ ನೆಸರ್ 16 ಜೇಮೀ ಸ್ಮಿತ್ ಬಿ ಬೋಲ್ಯಾಂಡ್ 2 ಜಾಕ್ಸ್ ಸಿ ಕ್ಯಾರಿ ಬಿ ಬೋಲ್ಯಾಂಡ್ 5 ಅಟ್ಕಿನ್ಸನ್ ಬಿ ನೆಸರ್ 28 ಕಾರ್ಸ್ ಅಜೇಯ 4 ಟಂಗ್ ಸಿ ಬೋಲ್ಯಾಂಡ್ ಬಿ ಗ್ರೀನ್ 1 ಇತರ 5 ಬೌಲಿಂಗ್ ವಿವರ ಮಿಚೆಲ್ ಸ್ಟಾರ್ಕ್ 6-0-23-2 ಮೈಕೆಲ್ ನೆಸರ್ 10-1-45-4 ಸ್ಕಾಟ್ ಬೋಲ್ಯಾಂಡ್ 9-1-30-3 ರಿಚರ್ಡ್ ಸನ್ 4-1-8-0 ಕ್ಯಾಮರಾನ್ ಗ್ರೀನ್ 0.5-0-0-1 ಆಸ್ಟ್ರೇಲಿಯಾ ದ್ವಿತೀಯ ಇನ್ನಿಂಗ್ಸ್ 4/0 (1) ಬೋಲ್ಯಾಂಡ್ ಅಜೇಯ 4 ಹೆಡ್ ಅಜೇಯ 0 ಇತರ 0 ಬೌಲಿಂಗ್ ವಿವರ ಗಸ್ ಅಟ್ಕಿನ್ಸನ್ 1-0-4-0: [1096, 878, 1208, 1456]
crossword-cell: [847, 1933, 877, 1963]
crossword-cell: 13: [817, 1933, 847, 1963]
record-item: » 19 ವಿಕೆಟ್: [898, 901, 946, 912]
clues-down-title: ಮೇಲಿನಿಂದ ಕೆಳಕ್ಕೆ: [1044, 1808, 1100, 1819]
crossword-cell: [876, 1756, 906, 1786]
crossword-cell: [758, 1962, 788, 1992]
record-item: » 20 ವಿಕೆಟ್: [898, 988, 946, 1000]
kohli-photo: [756, 222, 1036, 390]
hitman-headline: ಹಿಟ್ ಮ್ಯಾನ್ ಗೋಲ್ಡನ್ ಡಕ್: [756, 595, 910, 614]
kohli-photo-art: [756, 222, 1036, 390]
crossword-cell: [758, 1726, 788, 1756]
crossword-cell: [876, 1962, 906, 1992]
crossword-cell: [847, 1874, 877, 1904]
prize-body: ಪ್ರಧಾನಮಂತ್ರಿ ರಾಷ್ಟ್ರೀಯ ಬಾಲ ಪುರಸ್ಕಾರ ಪ್ರಶಸ್ತಿ ಸ್ವೀಕರಿಸುವುದಕ್ಕಾಗಿ ವೈಭವ್ ಸೂರ್ಯವಂಶಿ, ವಿಜಯ್ ಹಜಾರೆ ಟೂರ್ನಿಯಲ್ಲಿ ಬಿಹಾರ ಮತ್ತು ಮಣಿಪುರ ನಡುವಿನ ಪಂದ್ಯಕ್ಕೆ ಗೈರಾಗಿದ್ದರು. ಇತ್ತೀಚೆಗೆ 19 ವರ್ಷದೊಳಗಿನವರ ವಿಶ್ವಕಪ್ ನಲ್ಲಿ ವೈಭವ್ ಅತಿ ಹೆಚ್ಚು ಸಿಕ್ಸರ್ ಹೊಡೆದ ವಿಶ್ವದಾಖಲೆ ಬರೆದಿದ್ದರು. ಅರುಣಾಚಲ ಪ್ರದೇಶ ವಿರುದ್ಧ ಪಂದ್ಯದಲ್ಲಿ 84 ಎಸೆತಗಳಲ್ಲಿ 190 ರನ್ ಸಿಡಿಸಿ ದಾಖಲೆ ಬರೆದಿದ್ದರು.: [270, 1459, 644, 1518]
award-photo-art: [262, 842, 650, 1020]
thumb-icon: ☝: [24, 100, 76, 152]
karun-photo: [485, 222, 740, 420]
record-item: » ಇಂಗ್ಲೆಂಡ್-ಆಸ್ಟ್ರೇಲಿಯಾ ದ್ವಿತೀಯ ಟೆಸ್ಟ್ ಓವಲ್ (ಕ್ರಿ.ಶ 1890): [898, 1090, 1057, 1117]
crossword-cell: [699, 1903, 729, 1933]
crossword-cell: [817, 1756, 847, 1786]
shubman-photo-art: [20, 1370, 225, 1482]
media-body-3: ನಾಲ್ಕು ಗುಂಪುಗಳಾಗಿ ವಿಂಗಡಿಸಲಾಗಿದೆ. ವಿಜೇತರಿಗೆ ನಗದು ಬಹುಮಾನ ಹಾಗೂ ಟ್ರೋಫಿ ನೀಡಲಾಗುವುದು. ಕಾರ್ಯಕ್ರಮದಲ್ಲಿ ಕರ್ನಾಟಕ ಮೀಡಿಯಾ ಚಾಂಪಿಯನ್ ಲೀಗ್ ಸಂಚಾಲಕರು ಉಪಸ್ಥಿತರಿದ್ದರು.: [424, 1891, 624, 1950]
ashes-photo-art: [678, 850, 882, 1186]
